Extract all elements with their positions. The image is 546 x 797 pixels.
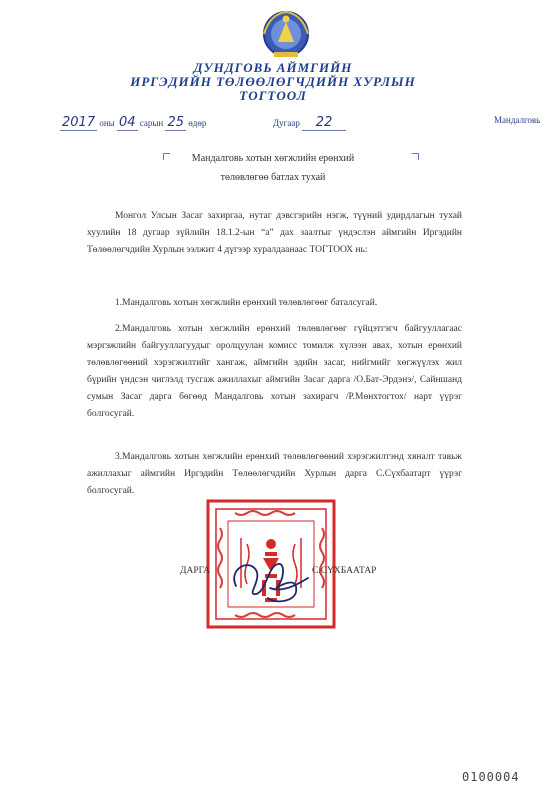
document-number-handwritten: 22 — [302, 115, 346, 131]
decision-item-1: 1.Мандалговь хотын хөгжлийн ерөнхий төлөвлөгөөг баталсугай. — [115, 298, 378, 308]
handwritten-signature-icon — [226, 548, 316, 608]
date-day-suffix: өдөр — [188, 118, 207, 128]
date-year: 2017 — [62, 115, 96, 130]
signature-title: ДАРГА — [180, 566, 210, 576]
subject-line-2: төлөвлөгөө батлах тухай — [220, 172, 326, 183]
decision-item-2: 2.Мандалговь хотын хөгжлийн ерөнхий төлөвлөгөөг гүйцэтгэгч байгууллагаас мэргэжлийн байгууллагуудыг оролцуулан комисс томилж хүлээн авах, хотын ерөнхий төлөвлөгөөний хэрэгжилтийг хангаж, аймгийн эдийн засаг, нийгмийг хөгжүүлэх жил бүрийн үндсэн чиглэлд тусгаж ажиллахыг аймгийн Засаг дарга /О.Бат-Эрдэнэ/, Сайншанд сумын Засаг дарга бөгөөд Мандалговь хотын захирагч /Р.Мөнхтогтох/ нарт үүрэг болгосугай. — [87, 324, 462, 419]
signature-name: С.СҮХБААТАР — [312, 566, 377, 576]
subject-line-1: Мандалговь хотын хөгжлийн ерөнхий — [191, 153, 355, 164]
date-year-suffix: оны — [99, 118, 115, 128]
decision-item-3: 3.Мандалговь хотын хөгжлийн ерөнхий төлөвлөгөөний хэрэгжилтэнд хяналт тавьж ажиллахыг аймгийн Иргэдийн Төлөөлөгчдийн Хурлын дарга С.Сүхбаатарт үүрэг болгосугай. — [87, 452, 462, 496]
date-day: 25 — [167, 115, 185, 130]
place-label: Мандалговь — [494, 115, 541, 125]
state-emblem-icon — [258, 8, 314, 60]
header-line-3: ТОГТООЛ — [239, 88, 307, 103]
number-field — [273, 115, 346, 131]
date-month-suffix: сарын — [139, 118, 164, 128]
date-month: 04 — [118, 115, 136, 130]
header-line-2: ИРГЭДИЙН ТӨЛӨӨЛӨГЧДИЙН ХУРЛЫН — [130, 74, 416, 89]
date-field — [60, 115, 206, 131]
header-line-1: ДУНДГОВЬ АЙМГИЙН — [193, 60, 353, 75]
intro-paragraph: Монгол Улсын Засаг захиргаа, нутаг дэвсгэрийн нэгж, түүний удирдлагын тухай хуулийн 18 дугаар зүйлийн 18.1.2-ын “а” дах заалтыг үндэслэн аймгийн Иргэдийн Төлөөлөгчдийн Хурлын ээлжит 4 дүгээр хуралдаанаас ТОГТООХ нь: — [87, 211, 462, 255]
number-label: Дугаар — [273, 118, 300, 128]
document-serial-number: 0100004 — [462, 770, 520, 784]
